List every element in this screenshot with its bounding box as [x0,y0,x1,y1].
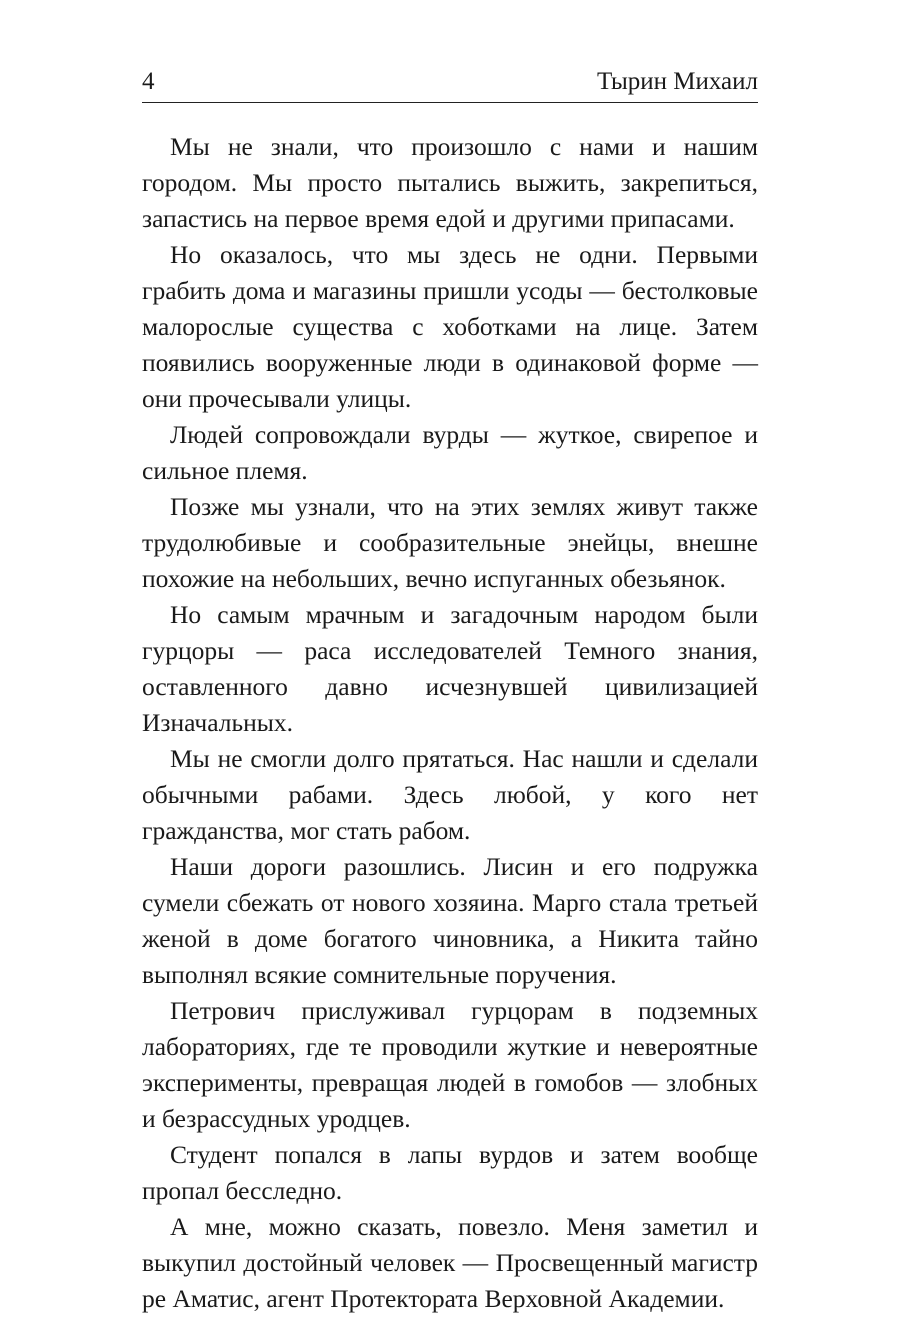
paragraph: Петрович прислуживал гурцорам в подземных лабораториях, где те проводили жуткие и невероятные эксперименты, превращая людей в гомобов — злобных и безрассудных уродцев. [142,996,758,1133]
paragraph: Наши дороги разошлись. Лисин и его подружка сумели сбежать от нового хозяина. Марго стала третьей женой в доме богатого чиновника, а Никита тайно выполнял всякие сомнительные поручения. [142,852,758,989]
paragraph: Людей сопровождали вурды — жуткое, свирепое и сильное племя. [142,420,758,485]
book-page [142,64,758,1317]
paragraph: Но оказалось, что мы здесь не одни. Первыми грабить дома и магазины пришли усоды — бестолковые малорослые существа с хоботками на лице. Затем появились вооруженные люди в одинаковой форме — они прочесывали улицы. [142,240,758,413]
running-head [142,64,758,103]
paragraph: Позже мы узнали, что на этих землях живут также трудолюбивые и сообразительные энейцы, внешне похожие на небольших, вечно испуганных обезьянок. [142,492,758,593]
body-text [142,129,758,1317]
page-number: 4 [142,68,155,95]
author-name: Тырин Михаил [596,68,758,95]
paragraph: Мы не знали, что произошло с нами и нашим городом. Мы просто пытались выжить, закрепиться, запастись на первое время едой и другими припасами. [142,132,758,233]
paragraph: А мне, можно сказать, повезло. Меня заметил и выкупил достойный человек — Просвещенный магистр ре Аматис, агент Протектората Верховной Академии. [142,1212,758,1313]
paragraph: Студент попался в лапы вурдов и затем вообще пропал бесследно. [142,1140,758,1205]
paragraph: Мы не смогли долго прятаться. Нас нашли и сделали обычными рабами. Здесь любой, у кого нет гражданства, мог стать рабом. [142,744,758,845]
paragraph: Но самым мрачным и загадочным народом были гурцоры — раса исследователей Темного знания, оставленного давно исчезнувшей цивилизацией Изначальных. [142,600,758,737]
